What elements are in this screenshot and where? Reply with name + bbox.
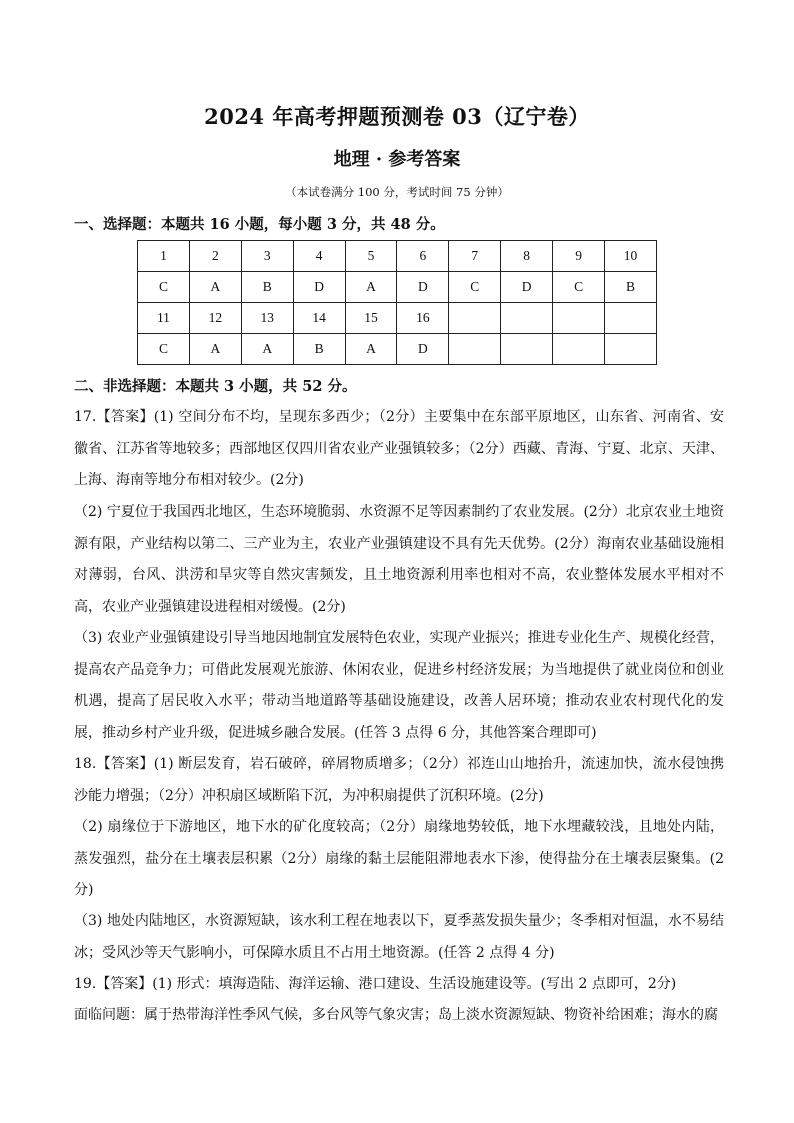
table-cell: 6 <box>397 241 449 272</box>
table-cell <box>553 303 605 334</box>
answer-table <box>137 240 657 365</box>
table-cell <box>501 334 553 365</box>
table-cell: D <box>397 334 449 365</box>
table-cell: B <box>241 272 293 303</box>
table-cell: 7 <box>449 241 501 272</box>
table-row <box>138 334 657 365</box>
table-cell: 14 <box>293 303 345 334</box>
table-cell: 5 <box>345 241 397 272</box>
table-cell: A <box>189 272 241 303</box>
table-cell <box>501 303 553 334</box>
table-cell: C <box>449 272 501 303</box>
table-cell: C <box>138 272 190 303</box>
table-cell: D <box>501 272 553 303</box>
table-cell: C <box>553 272 605 303</box>
table-cell: 8 <box>501 241 553 272</box>
table-cell: 15 <box>345 303 397 334</box>
q17-answer-part3: （3) 农业产业强镇建设引导当地因地制宜发展特色农业，实现产业振兴；推进专业化生产、规模化经营，提高农产品竞争力；可借此发展观光旅游、休闲农业，促进乡村经济发展；为当地提供了就业岗位和创业机遇，提高了居民收入水平；带动当地道路等基础设施建设，改善人居环境；推动农业农村现代化的发展，推动乡村产业升级，促进城乡融合发展。(任答 3 点得 6 分，其他答案合理即可) <box>74 630 724 741</box>
table-cell: A <box>241 334 293 365</box>
q19-answer-part1: 19.【答案】(1) 形式：填海造陆、海洋运输、港口建设、生活设施建设等。(写出 2 点即可，2分) <box>74 976 677 992</box>
table-cell: A <box>345 334 397 365</box>
exam-note: （本试卷满分 100 分，考试时间 75 分钟） <box>285 185 509 199</box>
page-subtitle: 地理 · 参考答案 <box>333 149 461 170</box>
q18-answer-part2: （2) 扇缘位于下游地区，地下水的矿化度较高；（2分）扇缘地势较低，地下水埋藏较浅，且地处内陆，蒸发强烈，盐分在土壤表层积累（2分）扇缘的黏土层能阻滞地表水下渗，使得盐分在土壤表层聚集。(2分) <box>74 819 724 898</box>
table-row <box>138 241 657 272</box>
table-cell: A <box>189 334 241 365</box>
table-cell <box>605 334 657 365</box>
table-cell: 16 <box>397 303 449 334</box>
q19-answer-part2: 面临问题：属于热带海洋性季风气候，多台风等气象灾害；岛上淡水资源短缺、物资补给困难；海水的腐 <box>74 1007 718 1023</box>
table-row <box>138 303 657 334</box>
section-heading-choice: 一、选择题：本题共 16 小题，每小题 3 分，共 48 分。 <box>74 216 445 233</box>
table-cell: 11 <box>138 303 190 334</box>
table-cell: A <box>345 272 397 303</box>
q17-answer-part2: （2) 宁夏位于我国西北地区，生态环境脆弱、水资源不足等因素制约了农业发展。(2分）北京农业土地资源有限，产业结构以第二、三产业为主，农业产业强镇建设不具有先天优势。(2分）海南农业基础设施相对薄弱，台风、洪涝和旱灾等自然灾害频发，且土地资源利用率也相对不高，农业整体发展水平相对不高，农业产业强镇建设进程相对缓慢。(2分) <box>74 504 724 615</box>
table-cell: D <box>293 272 345 303</box>
q17-answer-part1: 17.【答案】(1) 空间分布不均，呈现东多西少；（2分）主要集中在东部平原地区，山东省、河南省、安徽省、江苏省等地较多；西部地区仅四川省农业产业强镇较多；（2分）西藏、青海、宁夏、北京、天津、上海、海南等地分布相对较少。(2分) <box>74 409 724 488</box>
table-cell <box>553 334 605 365</box>
table-cell: 9 <box>553 241 605 272</box>
table-cell: 3 <box>241 241 293 272</box>
table-cell: 12 <box>189 303 241 334</box>
page-title: 2024 年高考押题预测卷 03（辽宁卷） <box>204 104 590 129</box>
table-cell: D <box>397 272 449 303</box>
table-cell: B <box>293 334 345 365</box>
q18-answer-part1: 18.【答案】(1) 断层发育，岩石破碎，碎屑物质增多；（2分）祁连山山地抬升，流速加快，流水侵蚀携沙能力增强；（2分）冲积扇区域断陷下沉，为冲积扇提供了沉积环境。(2分) <box>74 756 724 804</box>
table-cell: C <box>138 334 190 365</box>
table-cell: 10 <box>605 241 657 272</box>
table-cell: B <box>605 272 657 303</box>
table-cell <box>449 334 501 365</box>
q18-answer-part3: （3) 地处内陆地区，水资源短缺，该水利工程在地表以下，夏季蒸发损失量少；冬季相对恒温，水不易结冰；受风沙等天气影响小，可保障水质且不占用土地资源。(任答 2 点得 4 分) <box>74 913 724 961</box>
section-heading-nonchoice: 二、非选择题：本题共 3 小题，共 52 分。 <box>74 378 357 395</box>
table-cell: 13 <box>241 303 293 334</box>
table-cell: 2 <box>189 241 241 272</box>
table-cell: 1 <box>138 241 190 272</box>
table-row <box>138 272 657 303</box>
table-cell <box>449 303 501 334</box>
table-cell: 4 <box>293 241 345 272</box>
table-cell <box>605 303 657 334</box>
